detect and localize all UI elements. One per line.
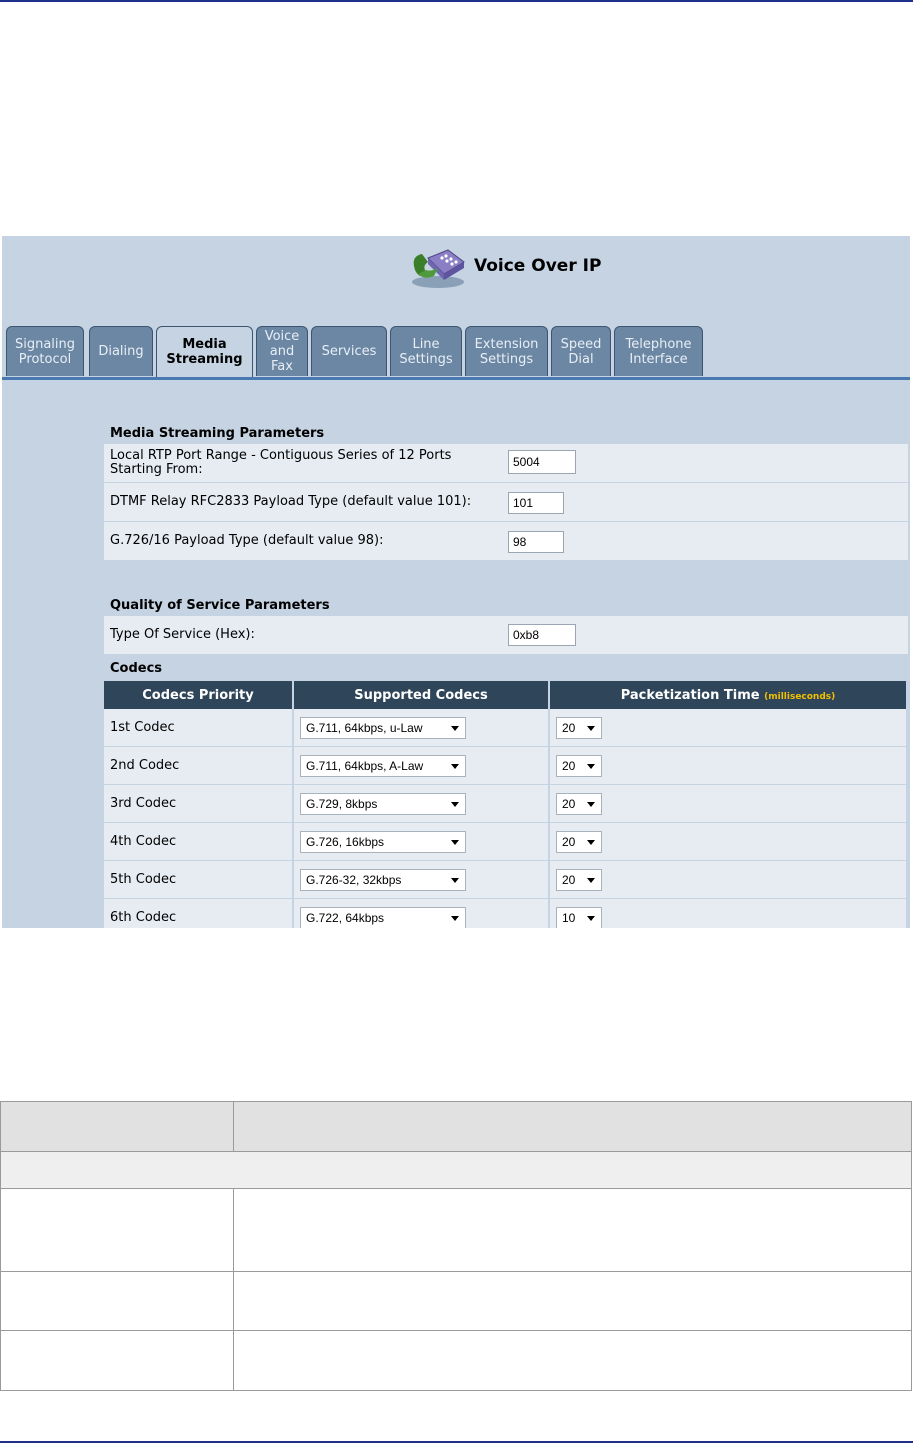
codec-select[interactable] xyxy=(300,717,466,739)
packetization-unit: (milliseconds) xyxy=(764,691,836,702)
ptime-cell xyxy=(549,823,907,861)
codec-cell xyxy=(293,785,549,823)
tab-services[interactable]: Services xyxy=(311,326,387,376)
ptime-value: 20 xyxy=(562,872,576,887)
ptime-select[interactable] xyxy=(556,793,602,815)
codecs-section-title: Codecs xyxy=(110,661,163,676)
tab-signaling-protocol[interactable]: Signaling Protocol xyxy=(6,326,84,376)
ptime-select[interactable] xyxy=(556,831,602,853)
chevron-down-icon xyxy=(587,916,595,921)
table-row xyxy=(104,785,907,823)
phone-icon xyxy=(408,246,468,290)
codec-priority: 5th Codec xyxy=(104,861,293,899)
table-row xyxy=(104,747,907,785)
col-supported-codecs: Supported Codecs xyxy=(293,681,549,709)
codec-cell xyxy=(293,747,549,785)
form-row xyxy=(104,444,908,483)
ptime-cell xyxy=(549,709,907,747)
tab-telephone-interface[interactable]: Telephone Interface xyxy=(614,326,703,376)
column-divider xyxy=(233,1189,234,1390)
codec-priority: 4th Codec xyxy=(104,823,293,861)
codec-priority: 3rd Codec xyxy=(104,785,293,823)
table-row xyxy=(104,899,907,929)
g726-payload-input[interactable] xyxy=(508,531,564,553)
ptime-value: 20 xyxy=(562,758,576,773)
g726-payload-label: G.726/16 Payload Type (default value 98): xyxy=(110,533,384,548)
ptime-select[interactable] xyxy=(556,717,602,739)
rtp-port-label: Local RTP Port Range - Contiguous Series of 12 Ports Starting From: xyxy=(110,448,452,477)
table-row xyxy=(104,823,907,861)
packetization-label: Packetization Time xyxy=(620,687,760,703)
chevron-down-icon xyxy=(587,764,595,769)
form-row xyxy=(104,522,908,561)
ptime-select[interactable] xyxy=(556,869,602,891)
document-table-row xyxy=(1,1189,911,1272)
tab-underline xyxy=(2,377,910,380)
codec-priority: 1st Codec xyxy=(104,709,293,747)
document-table-header xyxy=(1,1102,911,1152)
ptime-value: 20 xyxy=(562,796,576,811)
tos-label: Type Of Service (Hex): xyxy=(110,627,255,642)
chevron-down-icon xyxy=(587,802,595,807)
chevron-down-icon xyxy=(587,840,595,845)
ptime-select[interactable] xyxy=(556,907,602,929)
column-divider xyxy=(233,1102,234,1151)
settings-content xyxy=(104,422,908,928)
ptime-select[interactable] xyxy=(556,755,602,777)
codec-cell xyxy=(293,709,549,747)
codec-cell xyxy=(293,823,549,861)
codec-value: G.726-32, 32kbps xyxy=(306,872,402,887)
chevron-down-icon xyxy=(451,726,459,731)
codec-cell xyxy=(293,861,549,899)
chevron-down-icon xyxy=(451,916,459,921)
document-table-subheader xyxy=(1,1152,911,1189)
page-header xyxy=(2,236,910,326)
codec-value: G.711, 64kbps, A-Law xyxy=(306,758,424,773)
form-row xyxy=(104,483,908,522)
tab-line-settings[interactable]: Line Settings xyxy=(390,326,462,376)
chevron-down-icon xyxy=(451,802,459,807)
chevron-down-icon xyxy=(451,878,459,883)
codec-priority: 2nd Codec xyxy=(104,747,293,785)
top-rule xyxy=(0,0,913,2)
codec-cell xyxy=(293,899,549,929)
codec-select[interactable] xyxy=(300,755,466,777)
media-section-title: Media Streaming Parameters xyxy=(110,426,325,441)
tab-extension-settings[interactable]: Extension Settings xyxy=(465,326,548,376)
codecs-table xyxy=(104,681,908,928)
ptime-cell xyxy=(549,899,907,929)
chevron-down-icon xyxy=(587,726,595,731)
ptime-value: 10 xyxy=(562,910,576,925)
document-table-row xyxy=(1,1331,911,1390)
tos-input[interactable] xyxy=(508,624,576,646)
table-row xyxy=(104,709,907,747)
ptime-value: 20 xyxy=(562,720,576,735)
qos-section-title: Quality of Service Parameters xyxy=(110,598,330,613)
codec-priority: 6th Codec xyxy=(104,899,293,929)
ptime-cell xyxy=(549,861,907,899)
ptime-cell xyxy=(549,747,907,785)
codec-value: G.726, 16kbps xyxy=(306,834,385,849)
chevron-down-icon xyxy=(451,764,459,769)
chevron-down-icon xyxy=(451,840,459,845)
table-row xyxy=(104,861,907,899)
chevron-down-icon xyxy=(587,878,595,883)
page-title: Voice Over IP xyxy=(474,256,602,276)
codec-value: G.729, 8kbps xyxy=(306,796,378,811)
rtp-port-input[interactable] xyxy=(508,450,576,474)
codec-value: G.711, 64kbps, u-Law xyxy=(306,720,423,735)
codec-select[interactable] xyxy=(300,907,466,929)
ptime-value: 20 xyxy=(562,834,576,849)
tab-voice-and-fax[interactable]: Voice and Fax xyxy=(256,326,308,376)
form-row xyxy=(104,616,908,655)
voip-settings-panel xyxy=(2,236,910,928)
dtmf-payload-input[interactable] xyxy=(508,492,564,514)
document-table xyxy=(0,1101,912,1391)
codec-value: G.722, 64kbps xyxy=(306,910,385,925)
tab-dialing[interactable]: Dialing xyxy=(89,326,153,376)
settings-tabs xyxy=(6,326,910,377)
codec-select[interactable] xyxy=(300,793,466,815)
col-packetization-time xyxy=(549,681,907,709)
tab-media-streaming[interactable]: Media Streaming xyxy=(156,326,253,377)
codec-select[interactable] xyxy=(300,869,466,891)
dtmf-payload-label: DTMF Relay RFC2833 Payload Type (default value 101): xyxy=(110,494,472,509)
col-codecs-priority: Codecs Priority xyxy=(104,681,293,709)
tab-speed-dial[interactable]: Speed Dial xyxy=(551,326,611,376)
document-table-row xyxy=(1,1272,911,1331)
codec-select[interactable] xyxy=(300,831,466,853)
ptime-cell xyxy=(549,785,907,823)
